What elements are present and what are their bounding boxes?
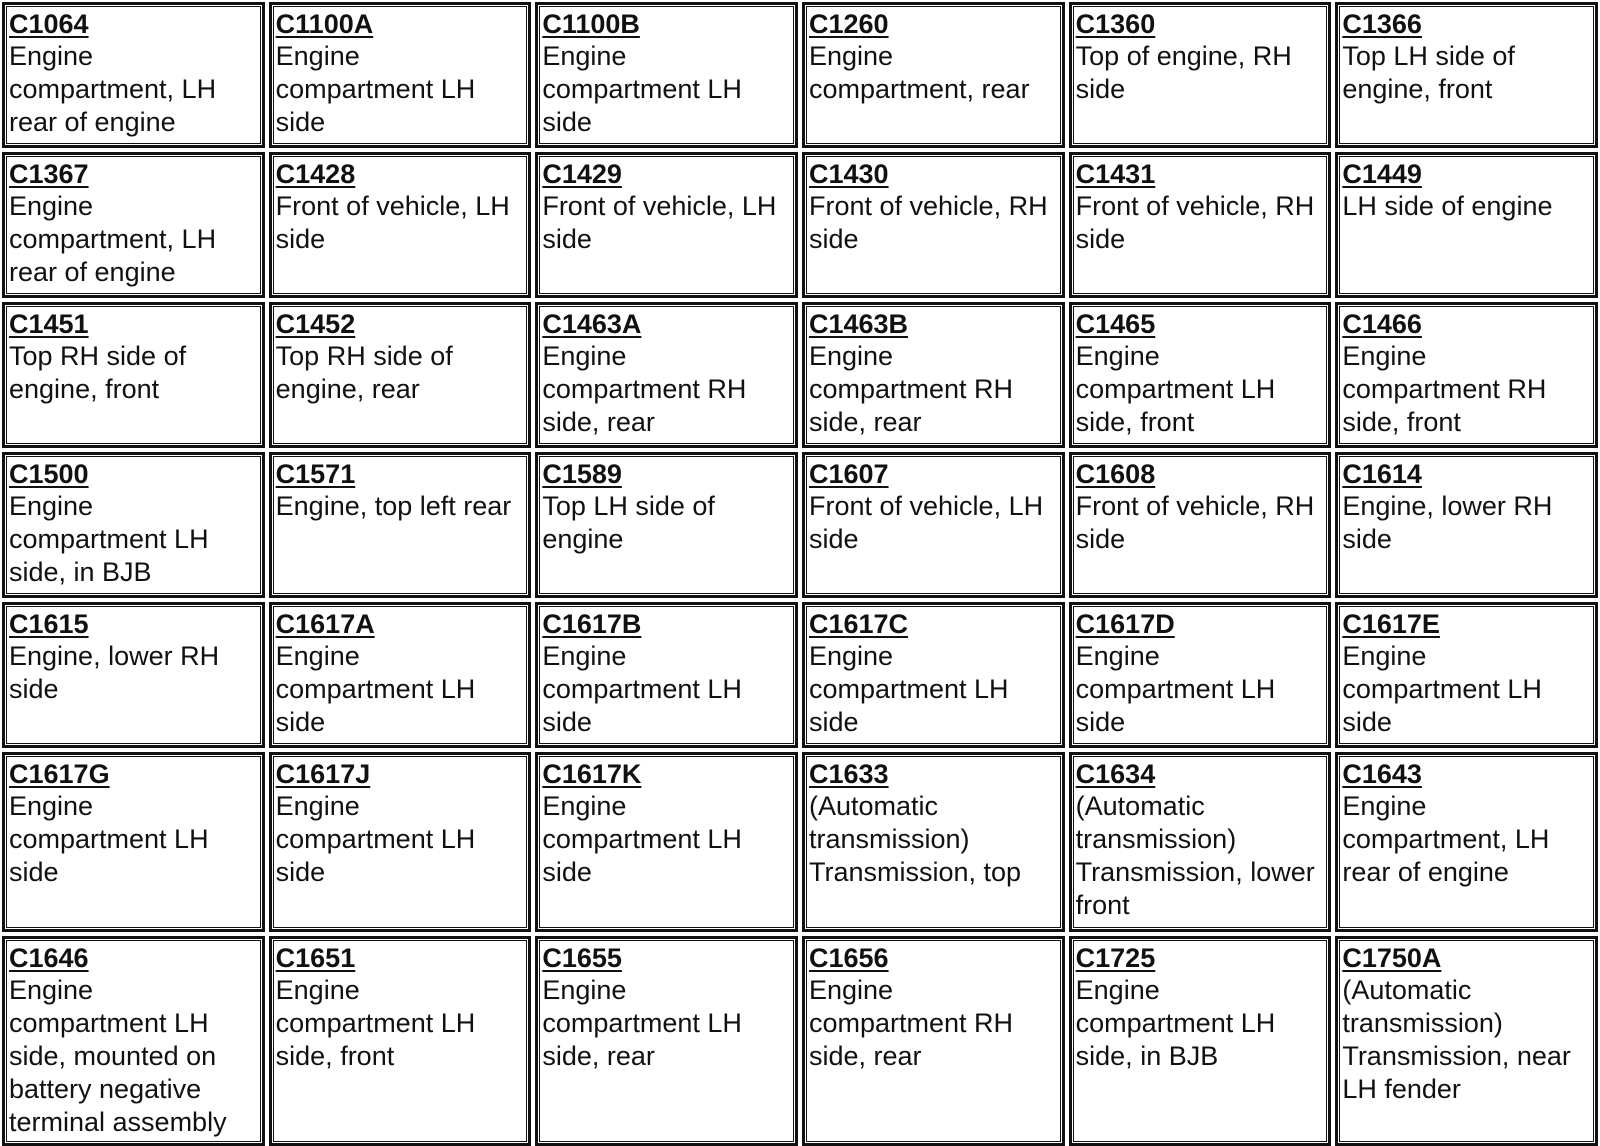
connector-code-link[interactable]: C1607 xyxy=(808,459,889,489)
connector-location-table xyxy=(2,2,1598,1137)
connector-cell xyxy=(269,452,532,598)
connector-code-link[interactable]: C1617G xyxy=(9,759,110,789)
connector-cell xyxy=(1335,936,1598,1146)
connector-code-link[interactable]: C1463B xyxy=(808,309,909,339)
connector-location-text: Top LH side of engine xyxy=(542,491,715,554)
connector-code-link[interactable]: C1617E xyxy=(1342,609,1440,639)
connector-code-link[interactable]: C1260 xyxy=(808,9,889,39)
connector-cell xyxy=(1069,452,1332,598)
connector-cell xyxy=(1335,302,1598,448)
connector-code-link[interactable]: C1617C xyxy=(808,609,909,639)
connector-code-link[interactable]: C1360 xyxy=(1075,9,1156,39)
connector-location-text: Top RH side of engine, front xyxy=(9,341,187,404)
connector-code-link[interactable]: C1431 xyxy=(1075,159,1156,189)
connector-cell xyxy=(269,302,532,448)
connector-cell xyxy=(802,752,1065,932)
connector-cell xyxy=(802,602,1065,748)
connector-cell xyxy=(1069,152,1332,298)
connector-cell xyxy=(802,452,1065,598)
connector-code-link[interactable]: C1430 xyxy=(808,159,889,189)
connector-code-link[interactable]: C1615 xyxy=(9,609,89,639)
connector-cell xyxy=(269,936,532,1146)
connector-location-text: Engine compartment LH side xyxy=(275,641,476,737)
connector-cell xyxy=(1069,752,1332,932)
connector-code-link[interactable]: C1100B xyxy=(542,9,640,39)
connector-location-text: Engine compartment LH side xyxy=(9,791,209,887)
connector-location-text: Engine compartment LH side, in BJB xyxy=(9,491,209,587)
connector-cell xyxy=(2,152,265,298)
connector-location-text: Engine compartment LH side, front xyxy=(275,975,476,1071)
connector-location-text: Front of vehicle, LH side xyxy=(542,191,777,254)
connector-code-link[interactable]: C1608 xyxy=(1075,459,1156,489)
connector-location-text: Engine compartment LH side xyxy=(542,791,742,887)
connector-cell xyxy=(802,152,1065,298)
connector-location-text: Engine compartment LH side, rear xyxy=(542,975,742,1071)
connector-location-text: Engine compartment RH side, rear xyxy=(808,341,1014,437)
connector-code-link[interactable]: C1617A xyxy=(275,609,375,639)
connector-code-link[interactable]: C1656 xyxy=(808,943,889,973)
connector-code-link[interactable]: C1466 xyxy=(1342,309,1422,339)
connector-code-link[interactable]: C1064 xyxy=(9,9,89,39)
connector-location-text: Engine compartment LH side xyxy=(1342,641,1542,737)
connector-location-text: Engine compartment, LH rear of engine xyxy=(9,191,217,287)
connector-location-text: Front of vehicle, RH side xyxy=(1075,191,1315,254)
connector-cell xyxy=(535,602,798,748)
connector-code-link[interactable]: C1366 xyxy=(1342,9,1422,39)
connector-cell xyxy=(2,602,265,748)
connector-location-text: Engine compartment LH side, in BJB xyxy=(1075,975,1276,1071)
connector-code-link[interactable]: C1617J xyxy=(275,759,371,789)
connector-cell xyxy=(2,2,265,148)
connector-cell xyxy=(802,936,1065,1146)
connector-location-text: Top RH side of engine, rear xyxy=(275,341,453,404)
connector-location-text: Engine compartment LH side xyxy=(1075,641,1276,737)
connector-cell xyxy=(535,2,798,148)
connector-code-link[interactable]: C1571 xyxy=(275,459,356,489)
connector-cell xyxy=(1335,602,1598,748)
connector-code-link[interactable]: C1429 xyxy=(542,159,622,189)
connector-cell xyxy=(2,752,265,932)
connector-cell xyxy=(269,152,532,298)
connector-code-link[interactable]: C1465 xyxy=(1075,309,1156,339)
connector-cell xyxy=(802,2,1065,148)
connector-location-text: Engine compartment LH side xyxy=(275,791,476,887)
connector-code-link[interactable]: C1617K xyxy=(542,759,642,789)
connector-location-text: Engine, top left rear xyxy=(275,491,512,521)
connector-cell xyxy=(2,936,265,1146)
connector-code-link[interactable]: C1646 xyxy=(9,943,89,973)
connector-location-text: Engine compartment LH side xyxy=(542,641,742,737)
connector-location-text: Engine compartment LH side, mounted on battery negative terminal assembly xyxy=(9,975,227,1137)
connector-code-link[interactable]: C1500 xyxy=(9,459,89,489)
connector-cell xyxy=(269,2,532,148)
connector-cell xyxy=(1069,936,1332,1146)
connector-cell xyxy=(1335,752,1598,932)
connector-location-text: (Automatic transmission) Transmission, lower front xyxy=(1075,791,1315,920)
connector-cell xyxy=(535,752,798,932)
connector-code-link[interactable]: C1617B xyxy=(542,609,642,639)
connector-location-text: Engine compartment RH side, rear xyxy=(542,341,747,437)
connector-code-link[interactable]: C1750A xyxy=(1342,943,1442,973)
connector-location-text: Engine compartment, LH rear of engine xyxy=(9,41,217,137)
connector-cell xyxy=(802,302,1065,448)
connector-location-text: Engine compartment LH side xyxy=(275,41,476,137)
connector-location-text: Engine compartment LH side xyxy=(808,641,1009,737)
connector-code-link[interactable]: C1451 xyxy=(9,309,89,339)
connector-code-link[interactable]: C1651 xyxy=(275,943,356,973)
connector-location-text: Engine compartment, rear xyxy=(808,41,1030,104)
connector-cell xyxy=(2,452,265,598)
connector-code-link[interactable]: C1643 xyxy=(1342,759,1422,789)
connector-location-text: Top of engine, RH side xyxy=(1075,41,1292,104)
connector-code-link[interactable]: C1428 xyxy=(275,159,356,189)
connector-cell xyxy=(535,302,798,448)
connector-code-link[interactable]: C1452 xyxy=(275,309,356,339)
connector-location-text: (Automatic transmission) Transmission, top xyxy=(808,791,1022,887)
connector-cell xyxy=(269,602,532,748)
connector-cell xyxy=(1335,2,1598,148)
connector-code-link[interactable]: C1100A xyxy=(275,9,374,39)
connector-code-link[interactable]: C1633 xyxy=(808,759,889,789)
connector-code-link[interactable]: C1725 xyxy=(1075,943,1156,973)
connector-cell xyxy=(1335,452,1598,598)
connector-location-text: Engine compartment LH side, front xyxy=(1075,341,1276,437)
connector-code-link[interactable]: C1634 xyxy=(1075,759,1156,789)
connector-code-link[interactable]: C1614 xyxy=(1342,459,1422,489)
connector-location-text: Front of vehicle, LH side xyxy=(808,491,1044,554)
connector-code-link[interactable]: C1617D xyxy=(1075,609,1175,639)
connector-location-text: Engine, lower RH side xyxy=(1342,491,1553,554)
connector-code-link[interactable]: C1463A xyxy=(542,309,642,339)
connector-location-text: Front of vehicle, RH side xyxy=(808,191,1048,254)
connector-code-link[interactable]: C1589 xyxy=(542,459,622,489)
connector-code-link[interactable]: C1655 xyxy=(542,943,622,973)
connector-location-text: LH side of engine xyxy=(1342,191,1553,221)
connector-cell xyxy=(1069,302,1332,448)
connector-cell xyxy=(535,152,798,298)
connector-location-text: Front of vehicle, LH side xyxy=(275,191,510,254)
connector-cell xyxy=(535,936,798,1146)
connector-cell xyxy=(2,302,265,448)
connector-cell xyxy=(1069,2,1332,148)
connector-cell xyxy=(535,452,798,598)
connector-cell xyxy=(269,752,532,932)
connector-location-text: Engine compartment, LH rear of engine xyxy=(1342,791,1550,887)
connector-location-text: Engine, lower RH side xyxy=(9,641,220,704)
connector-location-text: Engine compartment LH side xyxy=(542,41,742,137)
connector-location-text: Engine compartment RH side, rear xyxy=(808,975,1014,1071)
connector-location-text: Top LH side of engine, front xyxy=(1342,41,1515,104)
connector-location-text: (Automatic transmission) Transmission, near LH fender xyxy=(1342,975,1571,1104)
connector-code-link[interactable]: C1367 xyxy=(9,159,89,189)
connector-cell xyxy=(1335,152,1598,298)
connector-location-text: Engine compartment RH side, front xyxy=(1342,341,1547,437)
connector-location-text: Front of vehicle, RH side xyxy=(1075,491,1315,554)
connector-code-link[interactable]: C1449 xyxy=(1342,159,1422,189)
connector-cell xyxy=(1069,602,1332,748)
